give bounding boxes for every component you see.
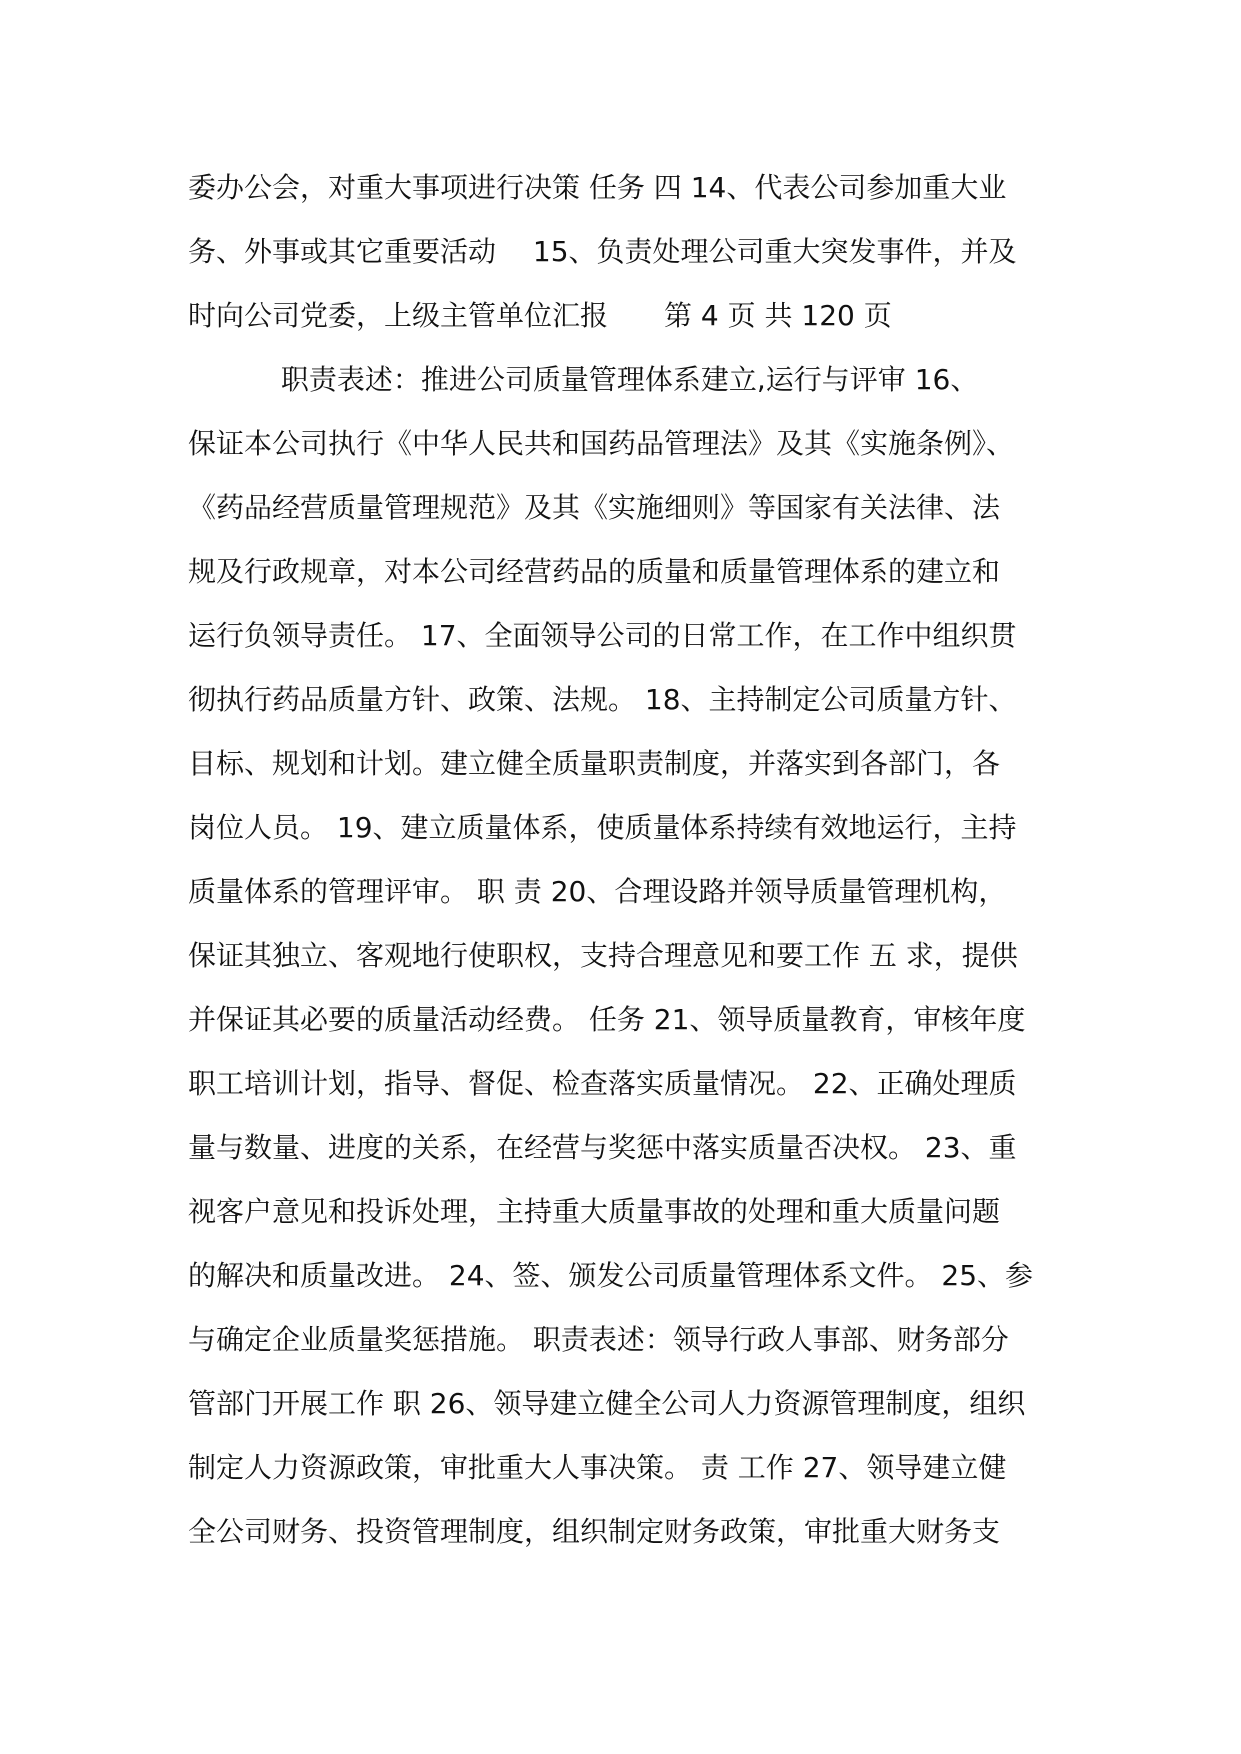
body-text: [188, 156, 1058, 1564]
text-line: 职责表述：推进公司质量管理体系建立,运行与评审 16、: [188, 363, 979, 396]
text-line: 务、外事或其它重要活动 15、负责处理公司重大突发事件，并及: [188, 235, 1017, 268]
text-line: 全公司财务、投资管理制度，组织制定财务政策，审批重大财务支: [188, 1515, 1001, 1548]
text-line: 并保证其必要的质量活动经费。 任务 21、领导质量教育，审核年度: [188, 1003, 1026, 1036]
text-line: 职工培训计划，指导、督促、检查落实质量情况。 22、正确处理质: [188, 1067, 1017, 1100]
text-line: 委办公会，对重大事项进行决策 任务 四 14、代表公司参加重大业: [188, 171, 1007, 204]
text-line: 管部门开展工作 职 26、领导建立健全公司人力资源管理制度，组织: [188, 1387, 1026, 1420]
text-line: 运行负领导责任。 17、全面领导公司的日常工作，在工作中组织贯: [188, 619, 1017, 652]
text-line: 保证其独立、客观地行使职权，支持合理意见和要工作 五 求，提供: [188, 939, 1018, 972]
text-line: 规及行政规章，对本公司经营药品的质量和质量管理体系的建立和: [188, 555, 1001, 588]
text-line: 保证本公司执行《中华人民共和国药品管理法》及其《实施条例》、: [188, 427, 1015, 460]
text-line: 岗位人员。 19、建立质量体系，使质量体系持续有效地运行，主持: [188, 811, 1017, 844]
text-line: 时向公司党委，上级主管单位汇报 第 4 页 共 120 页: [188, 299, 892, 332]
text-line: 制定人力资源政策，审批重大人事决策。 责 工作 27、领导建立健: [188, 1451, 1007, 1484]
text-line: 彻执行药品质量方针、政策、法规。 18、主持制定公司质量方针、: [188, 683, 1017, 716]
text-line: 质量体系的管理评审。 职 责 20、合理设路并领导质量管理机构，: [188, 875, 1007, 908]
text-line: 《药品经营质量管理规范》及其《实施细则》等国家有关法律、法: [188, 491, 1001, 524]
text-line: 视客户意见和投诉处理，主持重大质量事故的处理和重大质量问题: [188, 1195, 1001, 1228]
text-line: 目标、规划和计划。建立健全质量职责制度，并落实到各部门，各: [188, 747, 1001, 780]
text-line: 量与数量、进度的关系，在经营与奖惩中落实质量否决权。 23、重: [188, 1131, 1017, 1164]
text-line: 与确定企业质量奖惩措施。 职责表述：领导行政人事部、财务部分: [188, 1323, 1009, 1356]
text-line: 的解决和质量改进。 24、签、颁发公司质量管理体系文件。 25、参: [188, 1259, 1034, 1292]
